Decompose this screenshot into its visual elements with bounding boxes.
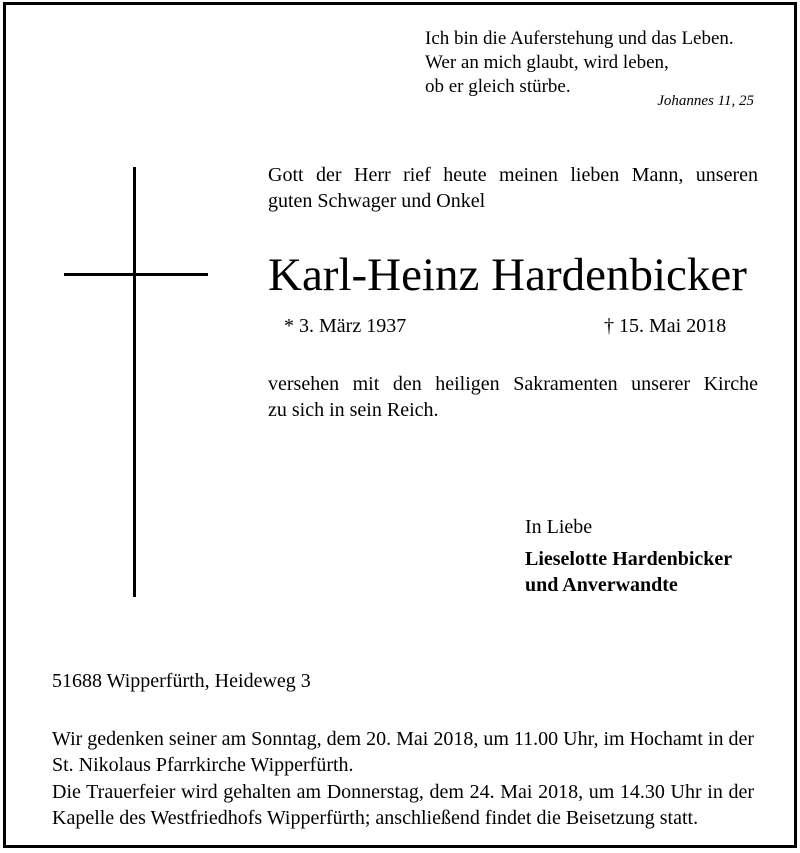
death-date: † 15. Mai 2018 — [604, 315, 727, 337]
intro-text — [268, 162, 758, 214]
mourner-name: Lieselotte Hardenbicker — [525, 548, 733, 570]
mass-line-1: Wir gedenken seiner am Sonntag, dem 20. Mai 2018, um 11.00 Uhr, im Hochamt in der — [52, 728, 754, 750]
verse-reference: Johannes 11, 25 — [657, 93, 754, 109]
funeral-service-text — [52, 779, 754, 831]
sacraments-line-2: zu sich in sein Reich. — [268, 399, 439, 421]
mourner-relatives: und Anverwandte — [525, 574, 678, 596]
birth-date: * 3. März 1937 — [284, 315, 407, 337]
mass-line-2: St. Nikolaus Pfarrkirche Wipperfürth. — [52, 754, 354, 776]
deceased-name: Karl-Heinz Hardenbicker — [268, 249, 747, 301]
funeral-line-1: Die Trauerfeier wird gehalten am Donnerstag, dem 24. Mai 2018, um 14.30 Uhr in der — [52, 781, 754, 803]
bible-verse — [425, 27, 734, 99]
verse-line-2: Wer an mich glaubt, wird leben, — [425, 52, 669, 73]
family-address: 51688 Wipperfürth, Heideweg 3 — [52, 670, 311, 692]
verse-line-3: ob er gleich stürbe. — [425, 76, 571, 97]
intro-line-2: guten Schwager und Onkel — [268, 190, 486, 212]
mourners-signature — [525, 546, 732, 598]
obituary-notice — [3, 2, 797, 848]
sacraments-line-1: versehen mit den heiligen Sakramenten unserer Kirche — [268, 373, 758, 395]
signature-greeting: In Liebe — [525, 516, 593, 538]
verse-line-1: Ich bin die Auferstehung und das Leben. — [425, 28, 734, 49]
cross-horizontal-bar — [64, 273, 208, 276]
funeral-line-2: Kapelle des Westfriedhofs Wipperfürth; anschließend findet die Beisetzung statt. — [52, 807, 699, 829]
memorial-mass-text — [52, 726, 754, 778]
cross-vertical-bar — [133, 167, 136, 597]
intro-line-1: Gott der Herr rief heute meinen lieben Mann, unseren — [268, 164, 758, 186]
sacraments-text — [268, 371, 758, 423]
